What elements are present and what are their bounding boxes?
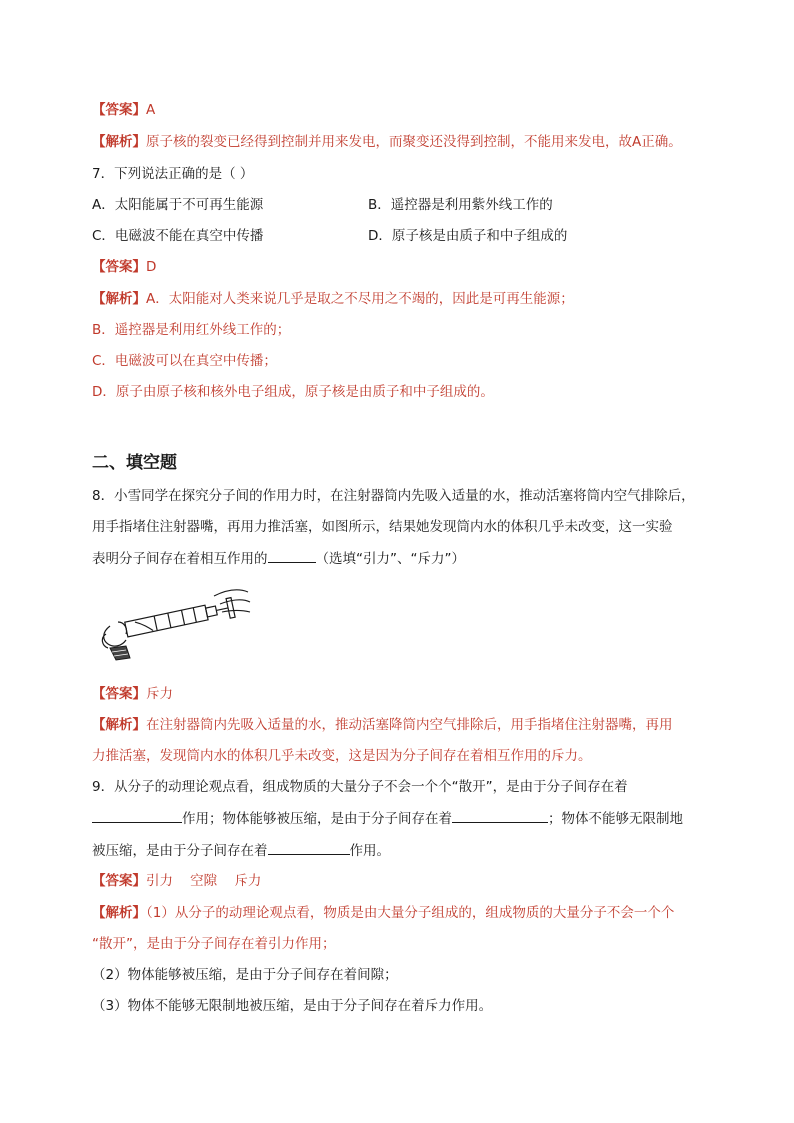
section-title: 二、填空题 xyxy=(92,453,177,473)
fill-blank xyxy=(452,808,548,823)
q7-stem: 7．下列说法正确的是（ ） xyxy=(92,166,254,182)
q9-stem-line-3 xyxy=(92,840,390,861)
answer-tag: 【答案】 xyxy=(92,102,146,118)
q9-answer xyxy=(92,871,261,891)
q7-option-b: B．遥控器是利用紫外线工作的 xyxy=(368,197,553,213)
answer-value: A xyxy=(146,102,156,118)
answer-value: 斥力 xyxy=(146,686,173,702)
q7-option-d: D．原子核是由质子和中子组成的 xyxy=(368,228,568,244)
answer-value: 引力 空隙 斥力 xyxy=(146,873,262,889)
q9-analysis-line-2: “散开”，是由于分子间存在着引力作用； xyxy=(92,936,336,952)
analysis-text: A．太阳能对人类来说几乎是取之不尽用之不竭的，因此是可再生能源； xyxy=(146,291,574,307)
answer-tag: 【答案】 xyxy=(92,686,146,702)
q7-analysis-b: B．遥控器是利用红外线工作的； xyxy=(92,322,291,338)
q6-analysis xyxy=(92,132,682,152)
answer-value: D xyxy=(146,259,157,275)
q7-option-a: A．太阳能属于不可再生能源 xyxy=(92,197,264,213)
q8-analysis-line-1 xyxy=(92,715,673,735)
analysis-text: （1）从分子的动理论观点看，物质是由大量分子组成的，组成物质的大量分子不会一个个 xyxy=(146,905,675,921)
q9-analysis-line-3: （2）物体能够被压缩，是由于分子间存在着间隙； xyxy=(92,967,398,983)
q8-answer xyxy=(92,684,173,704)
q8-stem-text: 表明分子间存在着相互作用的 xyxy=(92,551,268,567)
q9-stem-text: 被压缩，是由于分子间存在着 xyxy=(92,843,268,859)
analysis-tag: 【解析】 xyxy=(92,717,146,733)
q9-stem-text: 作用；物体能够被压缩，是由于分子间存在着 xyxy=(182,811,452,827)
analysis-text: 原子核的裂变已经得到控制并用来发电，而聚变还没得到控制，不能用来发电，故A正确。 xyxy=(146,134,682,150)
analysis-tag: 【解析】 xyxy=(92,291,146,307)
fill-blank xyxy=(268,840,350,855)
q8-stem-line-1: 8．小雪同学在探究分子间的作用力时，在注射器筒内先吸入适量的水，推动活塞将筒内空气排除后， xyxy=(92,488,695,504)
q7-answer xyxy=(92,257,156,277)
q9-analysis-line-4: （3）物体不能够无限制地被压缩，是由于分子间存在着斥力作用。 xyxy=(92,998,493,1014)
q8-stem-line-3 xyxy=(92,548,465,569)
q7-analysis-d: D．原子由原子核和核外电子组成，原子核是由质子和中子组成的。 xyxy=(92,384,494,400)
q7-analysis-a xyxy=(92,289,574,309)
answer-tag: 【答案】 xyxy=(92,259,146,275)
q7-analysis-c: C．电磁波可以在真空中传播； xyxy=(92,353,277,369)
q9-stem-text: 作用。 xyxy=(349,843,390,859)
analysis-text: 在注射器筒内先吸入适量的水，推动活塞降筒内空气排除后，用手指堵住注射器嘴，再用 xyxy=(146,717,673,733)
q9-stem-text: ；物体不能够无限制地 xyxy=(548,811,683,827)
q6-answer xyxy=(92,100,155,120)
fill-blank xyxy=(268,548,316,563)
q9-analysis-line-1 xyxy=(92,903,674,923)
answer-tag: 【答案】 xyxy=(92,873,146,889)
q8-stem-line-2: 用手指堵住注射器嘴，再用力推活塞，如图所示，结果她发现筒内水的体积几乎未改变，这一实验 xyxy=(92,519,673,535)
analysis-tag: 【解析】 xyxy=(92,134,146,150)
syringe-figure xyxy=(96,582,252,664)
analysis-tag: 【解析】 xyxy=(92,905,146,921)
q8-analysis-line-2: 力推活塞，发现筒内水的体积几乎未改变，这是因为分子间存在着相互作用的斥力。 xyxy=(92,748,592,764)
q8-stem-hint: （选填“引力”、“斥力”） xyxy=(315,551,465,567)
q9-stem-line-1: 9．从分子的动理论观点看，组成物质的大量分子不会一个个“散开”，是由于分子间存在着 xyxy=(92,779,628,795)
fill-blank xyxy=(92,808,182,823)
q9-stem-line-2 xyxy=(92,808,683,829)
q7-option-c: C．电磁波不能在真空中传播 xyxy=(92,228,264,244)
